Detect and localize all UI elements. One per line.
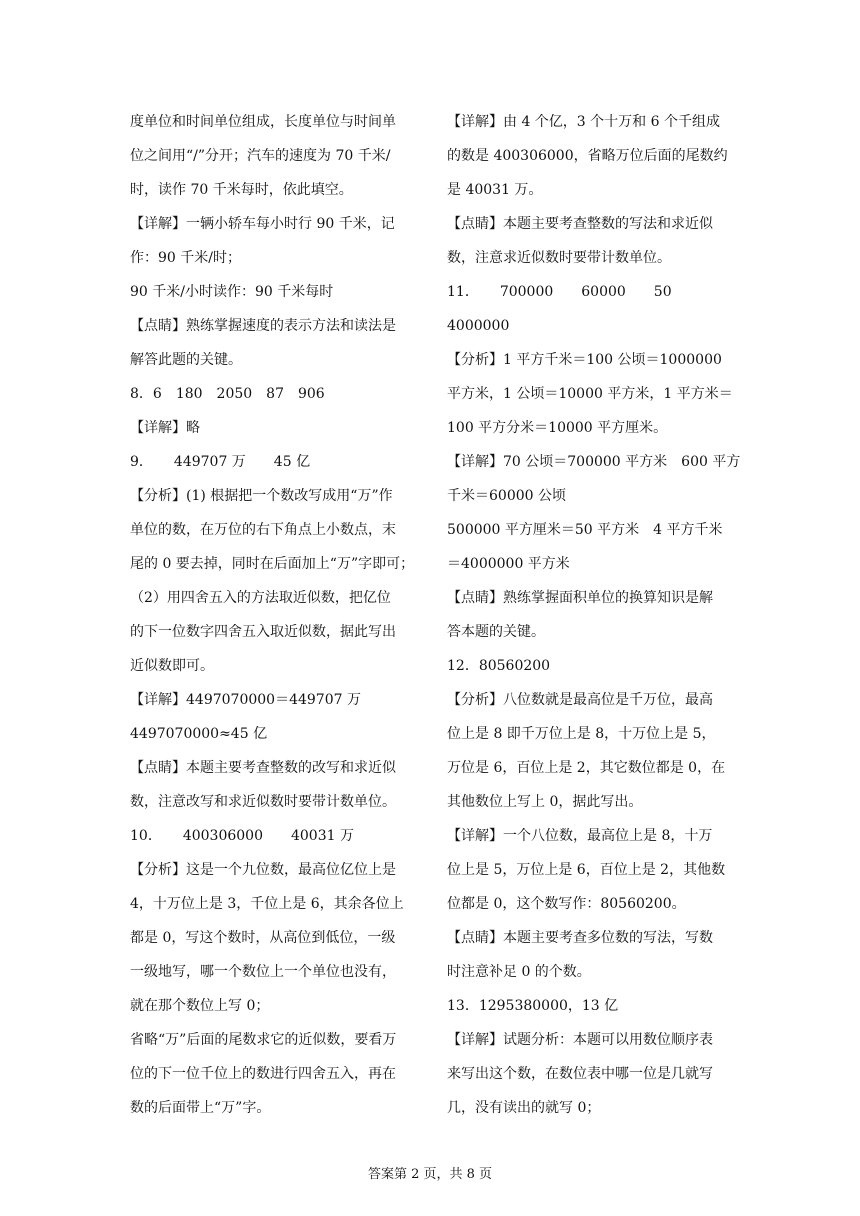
text-line: 几，没有读出的就写 0； bbox=[447, 1100, 601, 1116]
text-line: 【分析】这是一个九位数，最高位亿位上是 bbox=[130, 862, 396, 878]
text-line: 一级地写，哪一个数位上一个单位也没有， bbox=[130, 964, 396, 980]
text-line: 【详解】70 公顷＝700000 平方米 600 平方 bbox=[447, 454, 741, 470]
right-column bbox=[447, 105, 792, 1125]
text-line: 是 40031 万。 bbox=[447, 182, 543, 198]
left-column bbox=[130, 105, 470, 1125]
text-line: 4000000 bbox=[447, 318, 510, 334]
text-line: 【点睛】本题主要考查整数的改写和求近似 bbox=[130, 760, 396, 776]
text-line: 10． 400306000 40031 万 bbox=[130, 828, 354, 844]
text-line: 位的下一位千位上的数进行四舍五入，再在 bbox=[130, 1066, 396, 1082]
text-line: 8．6 180 2050 87 906 bbox=[130, 386, 325, 402]
text-line: 【分析】八位数就是最高位是千万位，最高 bbox=[447, 692, 713, 708]
text-line: 的下一位数字四舍五入取近似数，据此写出 bbox=[130, 624, 396, 640]
text-line: 13．1295380000，13 亿 bbox=[447, 998, 619, 1014]
text-line: 数的后面带上“万”字。 bbox=[130, 1100, 271, 1116]
text-line: 【分析】1 平方千米＝100 公顷＝1000000 bbox=[447, 352, 722, 368]
text-line: 平方米，1 公顷＝10000 平方米，1 平方米＝ bbox=[447, 386, 733, 402]
text-line: 度单位和时间单位组成，长度单位与时间单 bbox=[130, 114, 396, 130]
page-footer: 答案第 2 页，共 8 页 bbox=[367, 1167, 493, 1182]
text-line: 【点睛】熟练掌握面积单位的换算知识是解 bbox=[447, 590, 713, 606]
text-line: 就在那个数位上写 0； bbox=[130, 998, 270, 1014]
text-line: 时注意补足 0 的个数。 bbox=[447, 964, 591, 980]
text-line: 时，读作 70 千米每时，依此填空。 bbox=[130, 182, 353, 198]
text-line: 千米＝60000 公顷 bbox=[447, 488, 566, 504]
text-line: 省略“万”后面的尾数求它的近似数，要看万 bbox=[130, 1032, 397, 1048]
text-line: （2）用四舍五入的方法取近似数，把亿位 bbox=[130, 590, 391, 606]
text-line: 【详解】一辆小轿车每小时行 90 千米，记 bbox=[130, 216, 395, 232]
text-line: 近似数即可。 bbox=[130, 658, 214, 674]
text-line: 90 千米/小时读作：90 千米每时 bbox=[130, 284, 334, 300]
text-line: 【详解】一个八位数，最高位上是 8，十万 bbox=[447, 828, 713, 844]
text-line: 【详解】试题分析：本题可以用数位顺序表 bbox=[447, 1032, 713, 1048]
text-line: 数，注意求近似数时要带计数单位。 bbox=[447, 250, 671, 266]
text-line: ＝4000000 平方米 bbox=[447, 556, 570, 572]
text-line: 【分析】(1) 根据把一个数改写成用“万”作 bbox=[130, 488, 393, 504]
text-line: 答本题的关键。 bbox=[447, 624, 545, 640]
text-line: 【点睛】本题主要考查整数的写法和求近似 bbox=[447, 216, 713, 232]
text-line: 【详解】4497070000＝449707 万 bbox=[130, 692, 361, 708]
text-line: 11． 700000 60000 50 bbox=[447, 284, 672, 300]
text-line: 4，十万位上是 3，千位上是 6，其余各位上 bbox=[130, 896, 404, 912]
text-line: 位都是 0，这个数写作：80560200。 bbox=[447, 896, 686, 912]
text-line: 作：90 千米/时； bbox=[130, 250, 241, 266]
text-line: 都是 0，写这个数时，从高位到低位，一级 bbox=[130, 930, 396, 946]
text-line: 4497070000≈45 亿 bbox=[130, 726, 268, 742]
text-line: 位之间用“/”分开；汽车的速度为 70 千米/ bbox=[130, 148, 391, 164]
text-line: 解答此题的关键。 bbox=[130, 352, 242, 368]
text-line: 【详解】由 4 个亿，3 个十万和 6 个千组成 bbox=[447, 114, 720, 130]
text-line: 9． 449707 万 45 亿 bbox=[130, 454, 311, 470]
text-line: 100 平方分米＝10000 平方厘米。 bbox=[447, 420, 668, 436]
text-line: 【点睛】熟练掌握速度的表示方法和读法是 bbox=[130, 318, 396, 334]
text-line: 万位是 6，百位上是 2，其它数位都是 0，在 bbox=[447, 760, 726, 776]
text-line: 尾的 0 要去掉，同时在后面加上“万”字即可； bbox=[130, 556, 415, 572]
text-line: 位上是 8 即千万位上是 8，十万位上是 5， bbox=[447, 726, 716, 742]
text-line: 其他数位上写上 0，据此写出。 bbox=[447, 794, 643, 810]
text-line: 500000 平方厘米＝50 平方米 4 平方千米 bbox=[447, 522, 723, 538]
text-line: 数，注意改写和求近似数时要带计数单位。 bbox=[130, 794, 396, 810]
text-line: 【点睛】本题主要考查多位数的写法，写数 bbox=[447, 930, 713, 946]
text-line: 来写出这个数，在数位表中哪一位是几就写 bbox=[447, 1066, 713, 1082]
text-line: 位上是 5，万位上是 6，百位上是 2，其他数 bbox=[447, 862, 726, 878]
text-line: 单位的数，在万位的右下角点上小数点，末 bbox=[130, 522, 396, 538]
text-line: 12．80560200 bbox=[447, 658, 551, 674]
text-line: 的数是 400306000，省略万位后面的尾数约 bbox=[447, 148, 728, 164]
text-line: 【详解】略 bbox=[130, 420, 200, 436]
